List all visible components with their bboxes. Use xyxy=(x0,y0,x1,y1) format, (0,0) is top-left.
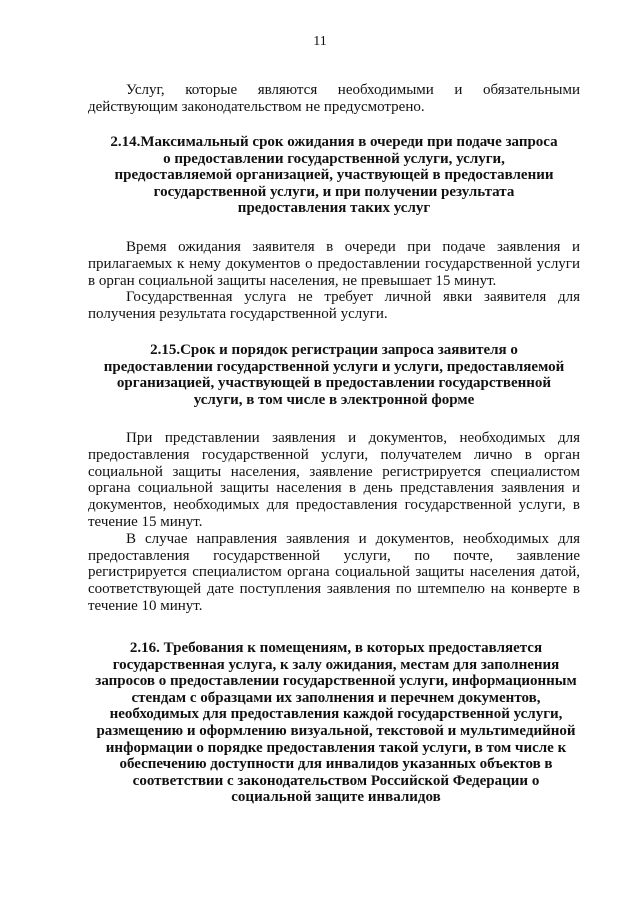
section-2-15-paragraph-1: При представлении заявления и документов, необходимых для предоставления государственной услуги, получателем лично в орган социальной защиты населения, заявление регистрируется специалистом органа социальной защиты населения в день представления заявления и документов, необходимых для предоставления государственной услуги, в течение 15 минут. xyxy=(88,430,580,530)
section-2-14-paragraph-2: Государственная услуга не требует личной явки заявителя для получения результата государственной услуги. xyxy=(88,289,580,323)
section-2-15-body xyxy=(88,430,580,615)
intro-paragraph: Услуг, которые являются необходимыми и обязательными действующим законодательством не предусмотрено. xyxy=(88,82,580,115)
section-2-15-paragraph-2: В случае направления заявления и документов, необходимых для предоставления государственной услуги, по почте, заявление регистрируется специалистом органа социальной защиты населения датой, соответствующей дате поступления заявления по штемпелю на конверте в течение 10 минут. xyxy=(88,530,580,614)
section-2-14-body xyxy=(88,239,580,323)
section-2-15-heading: 2.15.Срок и порядок регистрации запроса заявителя о предоставлении государственной услуги и услуги, предоставляемой организацией, участвующей в предоставлении государственной услуги, в том числе в электронной форме xyxy=(103,342,565,408)
intro-block xyxy=(88,82,580,116)
section-2-14-heading: 2.14.Максимальный срок ожидания в очереди при подаче запроса о предоставлении государственной услуги, услуги, предоставляемой организацией, участвующей в предоставлении государственной услуги, и при получении результата предоставления таких услуг xyxy=(110,134,558,217)
page-number: 11 xyxy=(313,34,327,49)
section-2-14-paragraph-1: Время ожидания заявителя в очереди при подаче заявления и прилагаемых к нему документов о предоставлении государственной услуги в орган социальной защиты населения, не превышает 15 минут. xyxy=(88,239,580,289)
section-2-16-heading: 2.16. Требования к помещениям, в которых предоставляется государственная услуга, к залу ожидания, местам для заполнения запросов о предоставлении государственной услуги, информационным стендам с образцами их заполнения и перечнем документов, необходимых для предоставления каждой государственной услуги, размещению и оформлению визуальной, текстовой и мультимедийной информации о порядке предоставления такой услуги, в том числе к обеспечению доступности для инвалидов указанных объектов в соответствии с законодательством Российской Федерации о социальной защите инвалидов xyxy=(95,640,577,806)
